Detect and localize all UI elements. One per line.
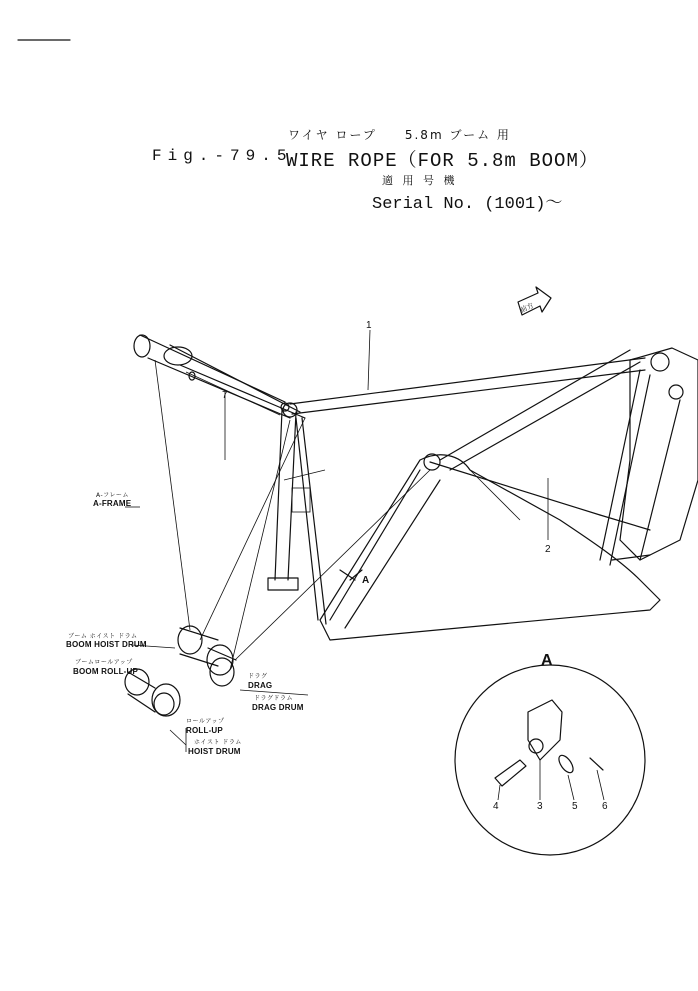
rollup-label: ROLL-UP [186,726,223,735]
drag-label-jp: ドラグ [248,673,268,680]
detail-a-circle [455,665,645,855]
boom-rollup-label-jp: ブームロールアップ [75,659,133,666]
callout-7: 7 [222,390,228,401]
drag-drum-label-jp: ドラグドラム [254,695,293,702]
serial-number: Serial No. (1001)～ [372,195,563,214]
callout-4: 4 [493,801,499,812]
callout-3: 3 [537,801,543,812]
boom-hoist-drum-label: BOOM HOIST DRUM [66,640,147,649]
a-frame-label: A-FRAME [93,499,132,508]
a-frame-label-jp: A-フレーム [96,492,129,499]
drag-drum-label: DRAG DRUM [252,703,304,712]
title-jp: ワイヤ ロープ 5.8m ブーム 用 [288,128,511,142]
drag-label: DRAG [248,681,273,690]
detail-a-title: A [541,652,553,669]
callout-2: 2 [545,544,551,555]
boom-hoist-drum [178,626,218,666]
title-en: WIRE ROPE（FOR 5.8m BOOM） [286,150,599,172]
applicable-model-jp: 適 用 号 機 [382,174,458,187]
boom-rollup-label: BOOM ROLL-UP [73,667,139,676]
rollup-label-jp: ロールアップ [186,718,225,725]
figure-number: Fig.-79.5 [152,147,293,165]
callout-6: 6 [602,801,608,812]
hoist-drum-label: HOIST DRUM [188,747,241,756]
callout-a: A [362,575,370,586]
boom-hoist-drum-label-jp: ブーム ホイスト ドラム [68,633,138,640]
callout-1: 1 [366,320,372,331]
drum-wires [155,360,430,670]
drag-drum [207,645,236,686]
hoist-drum-label-jp: ホイスト ドラム [194,739,242,746]
a-frame-structure [268,403,326,624]
front-arrow-label: 前方 [518,301,536,315]
hoist-drum [125,669,180,716]
callout-5: 5 [572,801,578,812]
wire-rope-2 [430,462,650,540]
boom-tip-bucket [600,348,698,565]
detail-a-pointer [350,570,362,580]
